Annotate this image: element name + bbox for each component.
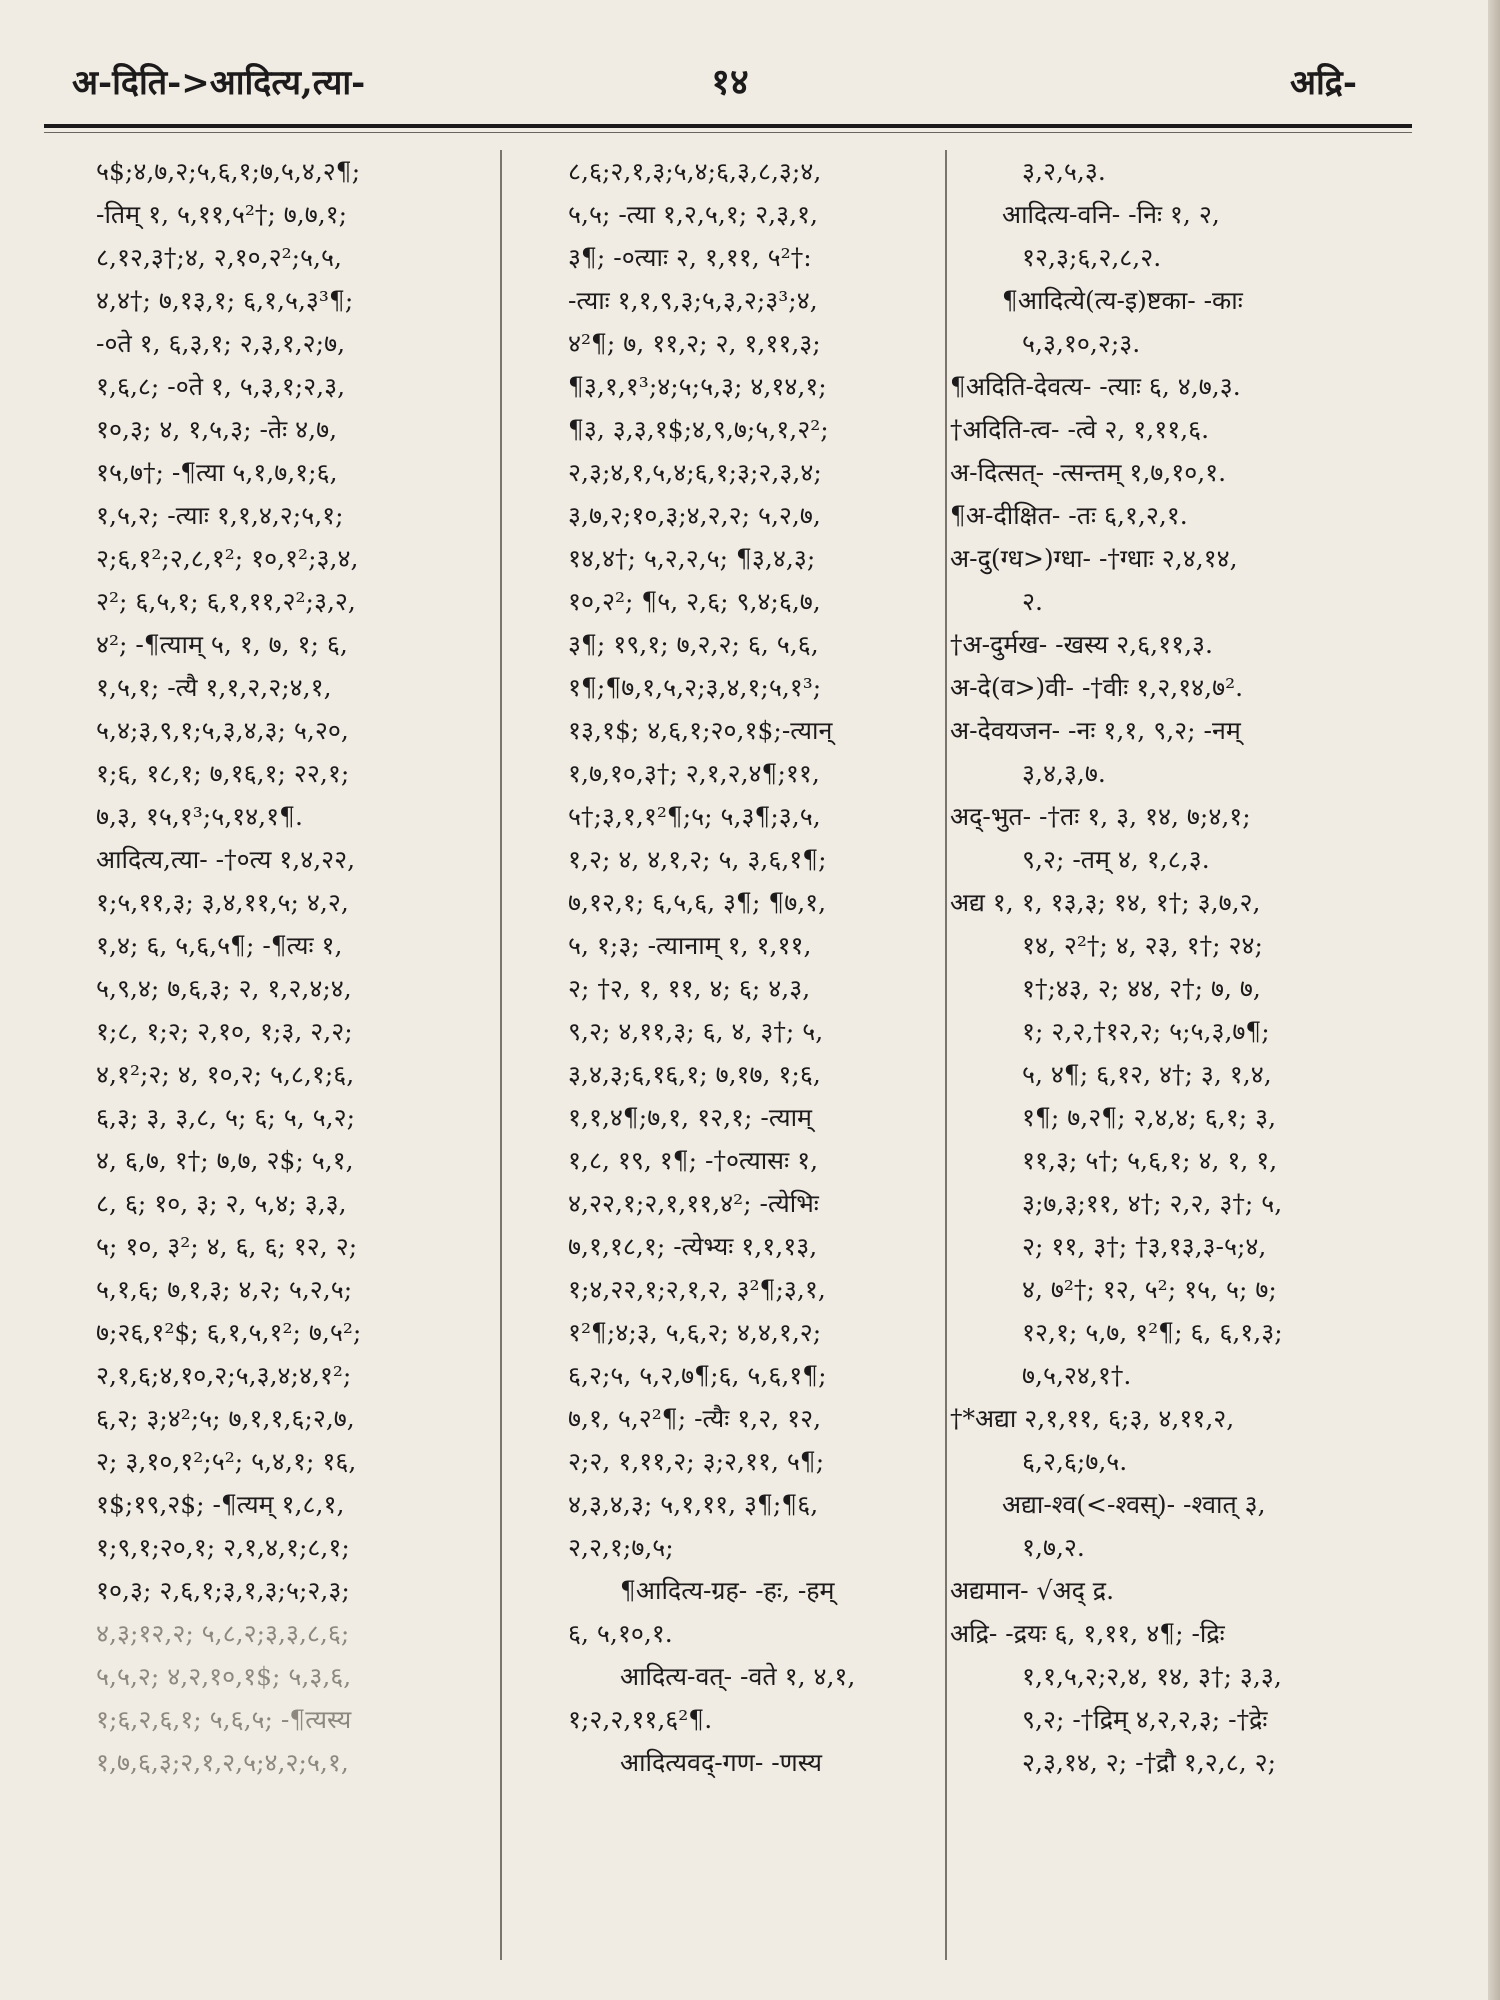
header-right-guideword: अद्रि- [1290, 63, 1357, 103]
text-line: †*अद्या २,१,११, ६;३, ४,११,२, [950, 1404, 1235, 1433]
text-line: १२,३;६,२,८,२. [1022, 243, 1162, 272]
text-line: ¶३,१,१³;४;५;५,३; ४,१४,१; [568, 372, 827, 401]
text-line: १,२; ४, ४,१,२; ५, ३,६,१¶; [568, 845, 827, 874]
text-line: १४, २²†; ४, २३, १†; २४; [1022, 931, 1263, 960]
text-line: ४,२२,१;२,१,११,४²; -त्येभिः [568, 1189, 819, 1218]
text-line: १०,३; २,६,१;३,१,३;५;२,३; [96, 1576, 350, 1605]
text-line: †अदिति-त्व- -त्वे २, १,११,६. [950, 415, 1210, 444]
text-line: १;९,१;२०,१; २,१,४,१;८,१; [96, 1533, 350, 1562]
text-line: -तिम् १, ५,११,५²†; ७,७,१; [96, 200, 348, 229]
text-line: आदित्यवद्-गण- -णस्य [620, 1748, 822, 1777]
header-rule-thin [44, 132, 1412, 133]
text-line: ५,५,२; ४,२,१०,१$; ५,३,६, [96, 1662, 352, 1691]
text-line: अ-दु(ग्ध>)ग्धा- -†ग्धाः २,४,१४, [950, 544, 1238, 573]
text-line: ६,२; ३;४²;५; ७,१,१,६;२,७, [96, 1404, 355, 1433]
text-line: ५,५; -त्या १,२,५,१; २,३,१, [568, 200, 818, 229]
text-line: १३,१$; ४,६,१;२०,१$;-त्यान् [568, 716, 833, 745]
text-line: ४,३;१२,२; ५,८,२;३,३,८,६; [96, 1619, 350, 1648]
text-line: ¶आदित्य-ग्रह- -हः, -हम् [620, 1576, 835, 1605]
text-line: १०,३; ४, १,५,३; -तेः ४,७, [96, 415, 338, 444]
text-line: ४, ६,७, १†; ७,७, २$; ५,१, [96, 1146, 354, 1175]
text-line: ९,२; -†द्रिम् ४,२,२,३; -†द्रेः [1022, 1705, 1268, 1734]
text-line: †अ-दुर्मख- -खस्य २,६,११,३. [950, 630, 1213, 659]
text-line: ८,१२,३†;४, २,१०,२²;५,५, [96, 243, 342, 272]
text-line: १†;४३, २; ४४, २†; ७, ७, [1022, 974, 1261, 1003]
text-line: १;६,२,६,१; ५,६,५; -¶त्यस्य [96, 1705, 352, 1734]
text-line: ३,२,५,३. [1022, 157, 1106, 186]
text-line: ३;७,३;११, ४†; २,२, ३†; ५, [1022, 1189, 1283, 1218]
text-line: ७,१, ५,२²¶; -त्यैः १,२, १२, [568, 1404, 822, 1433]
text-line: आदित्य-वत्- -वते १, ४,१, [620, 1662, 856, 1691]
text-line: अ-दित्सत्- -त्सन्तम् १,७,१०,१. [950, 458, 1227, 487]
text-line: १;२,२,११,६²¶. [568, 1705, 713, 1734]
text-line: १¶;¶७,१,५,२;३,४,१;५,१³; [568, 673, 822, 702]
text-line: ४,३,४,३; ५,१,११, ३¶;¶६, [568, 1490, 819, 1519]
text-line: ५†;३,१,१²¶;५; ५,३¶;३,५, [568, 802, 821, 831]
text-line: २,३;४,१,५,४;६,१;३;२,३,४; [568, 458, 822, 487]
text-line: ८, ६; १०, ३; २, ५,४; ३,३, [96, 1189, 347, 1218]
text-line: अद्या-श्व(<-श्वस्)- -श्वात् ३, [1002, 1490, 1266, 1519]
text-line: २; ११, ३†; †३,१३,३-५;४, [1022, 1232, 1267, 1261]
text-line: -त्याः १,१,९,३;५,३,२;३³;४, [568, 286, 818, 315]
text-line: ९,२; -तम् ४, १,८,३. [1022, 845, 1210, 874]
header-rule [44, 124, 1412, 128]
text-line: ३¶; १९,१; ७,२,२; ६, ५,६, [568, 630, 819, 659]
text-line: १४,४†; ५,२,२,५; ¶३,४,३; [568, 544, 816, 573]
text-line: ५,९,४; ७,६,३; २, १,२,४;४, [96, 974, 352, 1003]
text-line: ३,४,३;६,१६,१; ७,१७, १;६, [568, 1060, 821, 1089]
text-line: ११,३; ५†; ५,६,१; ४, १, १, [1022, 1146, 1278, 1175]
text-line: ५, १;३; -त्यानाम् १, १,११, [568, 931, 812, 960]
text-line: ६,२,६;७,५. [1022, 1447, 1128, 1476]
text-line: ७,५,२४,१†. [1022, 1361, 1132, 1390]
text-line: ५; १०, ३²; ४, ६, ६; १२, २; [96, 1232, 358, 1261]
text-line: आदित्य-वनि- -निः १, २, [1002, 200, 1220, 229]
text-line: १$;१९,२$; -¶त्यम् १,८,१, [96, 1490, 345, 1519]
text-line: -०ते १, ६,३,१; २,३,१,२;७, [96, 329, 346, 358]
text-line: १,१,५,२;२,४, १४, ३†; ३,३, [1022, 1662, 1282, 1691]
text-line: ८,६;२,१,३;५,४;६,३,८,३;४, [568, 157, 822, 186]
text-line: अद्यमान- √अद् द्र. [950, 1576, 1115, 1605]
text-line: ३,७,२;१०,३;४,२,२; ५,२,७, [568, 501, 821, 530]
text-line: अद्रि- -द्रयः ६, १,११, ४¶; -द्रिः [950, 1619, 1225, 1648]
text-line: २,१,६;४,१०,२;५,३,४;४,१²; [96, 1361, 352, 1390]
column-1 [96, 150, 481, 1980]
text-line: ७,१,१८,१; -त्येभ्यः १,१,१३, [568, 1232, 818, 1261]
text-line: २;६,१²;२,८,१²; १०,१²;३,४, [96, 544, 359, 573]
text-line: २;२, १,११,२; ३;२,११, ५¶; [568, 1447, 825, 1476]
text-line: २; ३,१०,१²;५²; ५,४,१; १६, [96, 1447, 357, 1476]
text-line: १²¶;४;३, ५,६,२; ४,४,१,२; [568, 1318, 822, 1347]
text-line: अ-देवयजन- -नः १,१, ९,२; -नम् [950, 716, 1241, 745]
text-line: आदित्य,त्या- -†०त्य १,४,२२, [96, 845, 356, 874]
text-line: अ-दे(व>)वी- -†वीः १,२,१४,७². [950, 673, 1244, 702]
text-line: ३¶; -०त्याः २, १,११, ५²†: [568, 243, 812, 272]
text-line: ५$;४,७,२;५,६,१;७,५,४,२¶; [96, 157, 361, 186]
text-line: २,३,१४, २; -†द्रौ १,२,८, २; [1022, 1748, 1277, 1777]
column-3 [950, 150, 1405, 1980]
header-left-guideword: अ-दिति->आदित्य,त्या- [72, 63, 366, 103]
text-line: २; †२, १, ११, ४; ६; ४,३, [568, 974, 811, 1003]
page-edge-shadow [1488, 0, 1500, 2000]
text-line: ¶३, ३,३,१$;४,९,७;५,१,२²; [568, 415, 829, 444]
text-line: ¶आदित्ये(त्य-इ)ष्टका- -काः [1002, 286, 1243, 315]
text-line: ५,३,१०,२;३. [1022, 329, 1141, 358]
text-line: ४,१²;२; ४, १०,२; ५,८,१;६, [96, 1060, 355, 1089]
text-line: ६,३; ३, ३,८, ५; ६; ५, ५,२; [96, 1103, 356, 1132]
text-line: ४²¶; ७, ११,२; २, १,११,३; [568, 329, 821, 358]
text-line: २²; ६,५,१; ६,१,११,२²;३,२, [96, 587, 356, 616]
text-line: १,५,२; -त्याः १,१,४,२;५,१; [96, 501, 344, 530]
text-line: ५,१,६; ७,१,३; ४,२; ५,२,५; [96, 1275, 353, 1304]
column-separator [500, 150, 502, 1960]
text-line: ४, ७²†; १२, ५²; १५, ५; ७; [1022, 1275, 1277, 1304]
text-line: १२,१; ५,७, १²¶; ६, ६,१,३; [1022, 1318, 1283, 1347]
text-line: ६, ५,१०,१. [568, 1619, 673, 1648]
text-line: अद्-भुत- -†तः १, ३, १४, ७;४,१; [950, 802, 1251, 831]
text-line: ७,३, १५,१³;५,१४,१¶. [96, 802, 303, 831]
text-line: ७,१२,१; ६,५,६, ३¶; ¶७,१, [568, 888, 827, 917]
text-line: १,६,८; -०ते १, ५,३,१;२,३, [96, 372, 346, 401]
text-line: ¶अ-दीक्षित- -तः ६,१,२,१. [950, 501, 1188, 530]
running-header [0, 40, 1500, 120]
text-line: २. [1022, 587, 1043, 616]
text-line: १,४; ६, ५,६,५¶; -¶त्यः १, [96, 931, 343, 960]
text-line: ५, ४¶; ६,१२, ४†; ३, १,४, [1022, 1060, 1272, 1089]
text-line: १;८, १;२; २,१०, १;३, २,२; [96, 1017, 353, 1046]
column-2 [568, 150, 940, 1980]
text-line: १; २,२,†१२,२; ५;५,३,७¶; [1022, 1017, 1270, 1046]
text-line: १;५,११,३; ३,४,११,५; ४,२, [96, 888, 349, 917]
text-line: १;६, १८,१; ७,१६,१; २२,१; [96, 759, 350, 788]
text-line: १,५,१; -त्यै १,१,२,२;४,१, [96, 673, 332, 702]
text-line: १,७,१०,३†; २,१,२,४¶;११, [568, 759, 820, 788]
text-line: ४²; -¶त्याम् ५, १, ७, १; ६, [96, 630, 348, 659]
page-number: १४ [711, 61, 749, 103]
text-line: ¶अदिति-देवत्य- -त्याः ६, ४,७,३. [950, 372, 1241, 401]
text-line: १¶; ७,२¶; २,४,४; ६,१; ३, [1022, 1103, 1277, 1132]
text-line: ४,४†; ७,१३,१; ६,१,५,३³¶; [96, 286, 354, 315]
text-line: ३,४,३,७. [1022, 759, 1106, 788]
text-line: २,२,१;७,५; [568, 1533, 674, 1562]
text-line: १०,२²; ¶५, २,६; ९,४;६,७, [568, 587, 821, 616]
text-line: १,१,४¶;७,१, १२,१; -त्याम् [568, 1103, 813, 1132]
text-line: १,७,६,३;२,१,२,५;४,२;५,१, [96, 1748, 349, 1777]
text-line: ६,२;५, ५,२,७¶;६, ५,६,१¶; [568, 1361, 827, 1390]
text-line: १५,७†; -¶त्या ५,१,७,१;६, [96, 458, 338, 487]
text-line: ९,२; ४,११,३; ६, ४, ३†; ५, [568, 1017, 824, 1046]
text-line: १,८, १९, १¶; -†०त्यासः १, [568, 1146, 819, 1175]
text-line: अद्य १, १, १३,३; १४, १†; ३,७,२, [950, 888, 1261, 917]
text-line: १,७,२. [1022, 1533, 1085, 1562]
column-separator [945, 150, 947, 1960]
text-line: १;४,२२,१;२,१,२, ३²¶;३,१, [568, 1275, 826, 1304]
text-line: ५,४;३,९,१;५,३,४,३; ५,२०, [96, 716, 349, 745]
text-line: ७;२६,१²$; ६,१,५,१²; ७,५²; [96, 1318, 362, 1347]
